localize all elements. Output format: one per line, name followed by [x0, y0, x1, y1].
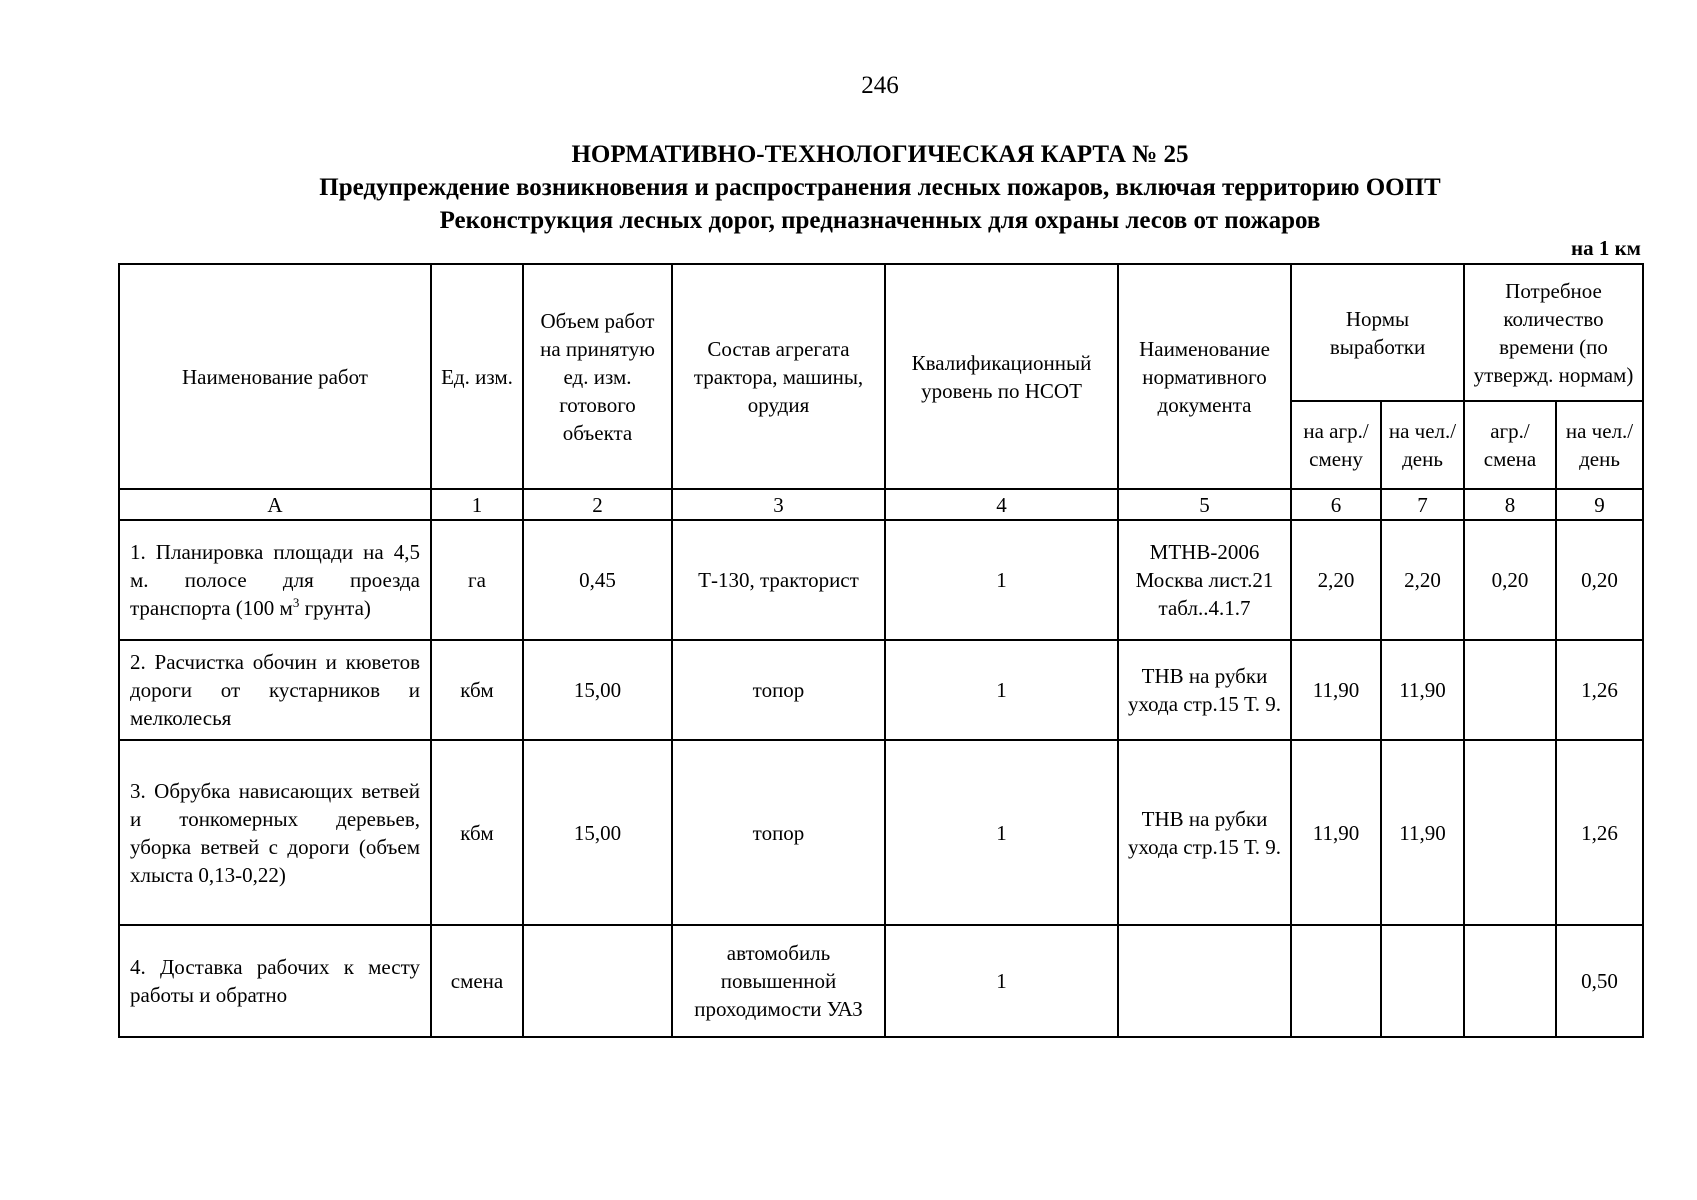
output-person-cell: 11,90 — [1381, 740, 1464, 925]
header-volume: Объем работ на принятую ед. изм. готового объекта — [523, 264, 672, 489]
header-qualification: Квалификационный уровень по НСОТ — [885, 264, 1118, 489]
header-time-per-unit: агр./ смена — [1464, 401, 1556, 489]
time-person-cell: 1,26 — [1556, 640, 1643, 740]
volume-cell: 0,45 — [523, 520, 672, 640]
qualification-cell: 1 — [885, 925, 1118, 1037]
output-agr-cell: 11,90 — [1291, 640, 1381, 740]
qualification-cell: 1 — [885, 640, 1118, 740]
document-cell: МТНВ-2006 Москва лист.21 табл..4.1.7 — [1118, 520, 1291, 640]
header-unit: Ед. изм. — [431, 264, 523, 489]
column-number: 5 — [1118, 489, 1291, 520]
composition-cell: Т-130, тракторист — [672, 520, 885, 640]
time-person-cell: 1,26 — [1556, 740, 1643, 925]
document-title — [0, 138, 1697, 237]
time-agr-cell: 0,20 — [1464, 520, 1556, 640]
header-norm-document: Наименование нормативного документа — [1118, 264, 1291, 489]
header-output-norms: Нормы выработки — [1291, 264, 1464, 401]
table-row — [119, 925, 1643, 1037]
composition-cell: автомобиль повышенной проходимости УАЗ — [672, 925, 885, 1037]
qualification-cell: 1 — [885, 740, 1118, 925]
header-output-per-person: на чел./ день — [1381, 401, 1464, 489]
unit-cell: га — [431, 520, 523, 640]
work-name-cell — [119, 520, 431, 640]
header-time-per-person: на чел./ день — [1556, 401, 1643, 489]
title-line-2: Предупреждение возникновения и распространения лесных пожаров, включая территорию ООПТ — [319, 174, 1441, 201]
header-unit-composition: Состав агрегата трактора, машины, орудия — [672, 264, 885, 489]
output-agr-cell: 11,90 — [1291, 740, 1381, 925]
column-number: 4 — [885, 489, 1118, 520]
unit-cell: кбм — [431, 640, 523, 740]
table-row — [119, 640, 1643, 740]
output-person-cell: 11,90 — [1381, 640, 1464, 740]
qualification-cell: 1 — [885, 520, 1118, 640]
column-number: 9 — [1556, 489, 1643, 520]
column-number: А — [119, 489, 431, 520]
output-person-cell: 2,20 — [1381, 520, 1464, 640]
column-number: 6 — [1291, 489, 1381, 520]
title-line-1: НОРМАТИВНО-ТЕХНОЛОГИЧЕСКАЯ КАРТА № 25 — [571, 141, 1189, 168]
header-time-required: Потребное количество времени (по утвержд. нормам) — [1464, 264, 1643, 401]
time-agr-cell — [1464, 640, 1556, 740]
unit-note: на 1 км — [1570, 236, 1641, 260]
unit-cell: смена — [431, 925, 523, 1037]
column-number: 7 — [1381, 489, 1464, 520]
document-cell — [1118, 925, 1291, 1037]
title-line-3: Реконструкция лесных дорог, предназначенных для охраны лесов от пожаров — [439, 207, 1321, 234]
work-name-cell: 2. Расчистка обочин и кюветов дороги от кустарников и мелколесья — [119, 640, 431, 740]
unit-cell: кбм — [431, 740, 523, 925]
work-name-tail: грунта) — [299, 596, 371, 620]
header-output-per-unit: на агр./ смену — [1291, 401, 1381, 489]
table-row — [119, 520, 1643, 640]
work-name-text: 1. Планировка площади на 4,5 м. полосе для проезда транспорта (100 м — [130, 540, 420, 620]
time-agr-cell — [1464, 925, 1556, 1037]
superscript: 3 — [292, 595, 300, 610]
composition-cell: топор — [672, 640, 885, 740]
column-number: 2 — [523, 489, 672, 520]
work-name-cell: 4. Доставка рабочих к месту работы и обратно — [119, 925, 431, 1037]
time-person-cell: 0,50 — [1556, 925, 1643, 1037]
output-person-cell — [1381, 925, 1464, 1037]
column-number: 1 — [431, 489, 523, 520]
time-agr-cell — [1464, 740, 1556, 925]
column-number: 8 — [1464, 489, 1556, 520]
output-agr-cell: 2,20 — [1291, 520, 1381, 640]
composition-cell: топор — [672, 740, 885, 925]
table-header-row — [119, 264, 1643, 401]
output-agr-cell — [1291, 925, 1381, 1037]
header-work-name: Наименование работ — [119, 264, 431, 489]
norms-table — [118, 263, 1644, 1038]
time-person-cell: 0,20 — [1556, 520, 1643, 640]
document-cell: ТНВ на рубки ухода стр.15 Т. 9. — [1118, 740, 1291, 925]
table-row — [119, 740, 1643, 925]
document-cell: ТНВ на рубки ухода стр.15 Т. 9. — [1118, 640, 1291, 740]
volume-cell: 15,00 — [523, 740, 672, 925]
volume-cell: 15,00 — [523, 640, 672, 740]
column-number: 3 — [672, 489, 885, 520]
work-name-cell: 3. Обрубка нависающих ветвей и тонкомерных деревьев, уборка ветвей с дороги (объем хлыста 0,13-0,22) — [119, 740, 431, 925]
page-number: 246 — [861, 72, 899, 99]
volume-cell — [523, 925, 672, 1037]
column-number-row — [119, 489, 1643, 520]
